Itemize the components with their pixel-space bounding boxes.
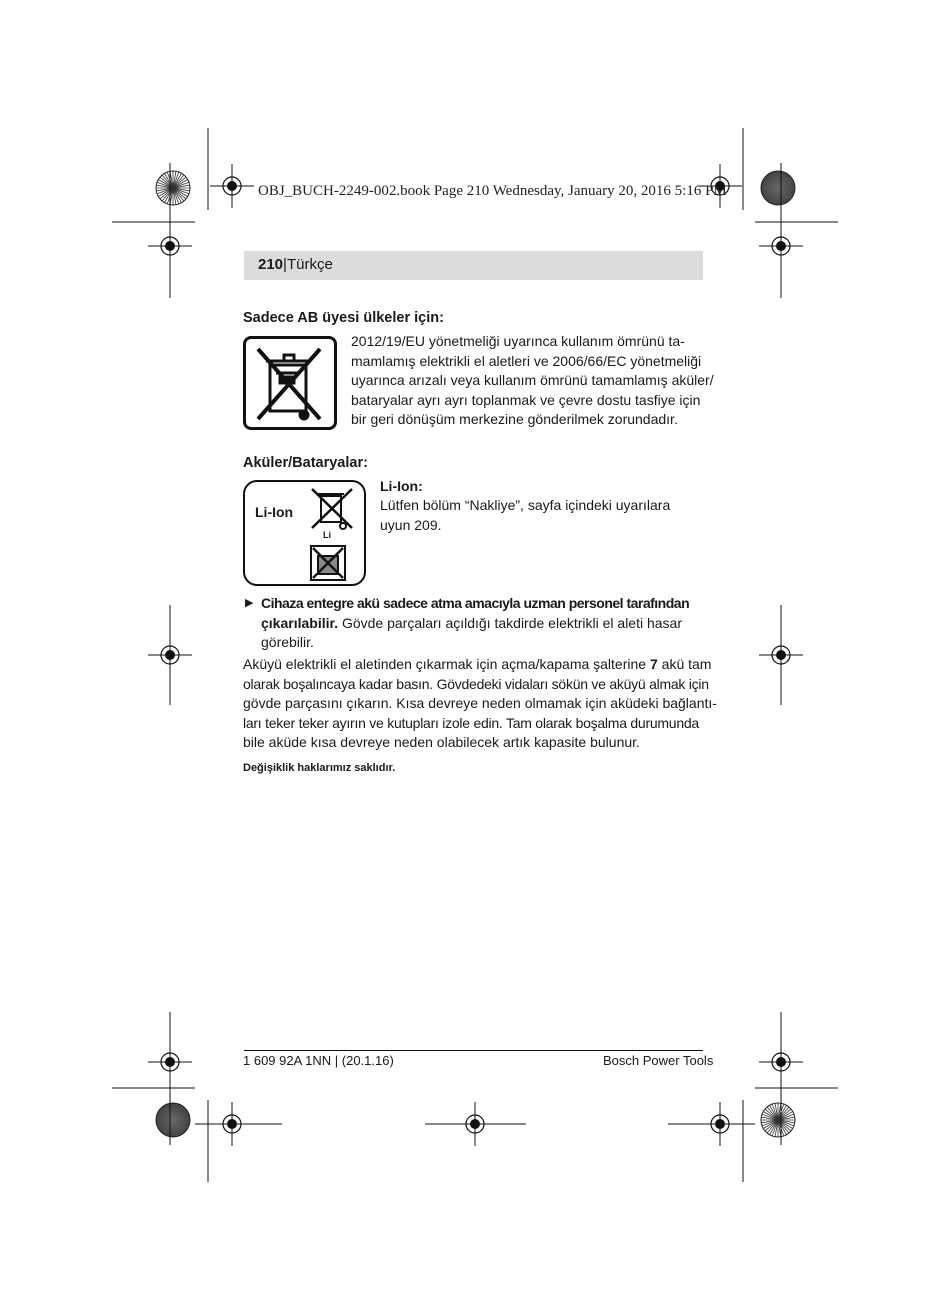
warning-bold-word: çıkarılabilir.: [261, 614, 339, 631]
weee-bin-icon: [243, 336, 337, 430]
header-separator: |: [283, 256, 287, 273]
footer-document-code: 1 609 92A 1NN | (20.1.16): [243, 1053, 394, 1068]
eu-heading: Sadece AB üyesi ülkeler için:: [243, 310, 444, 326]
eu-line: bataryalar ayrı ayrı toplanmak ve çevre dostu tasfiye için: [351, 391, 701, 408]
gray-target-top-right: [761, 171, 795, 205]
li-ion-line: Lütfen bölüm “Nakliye”, sayfa içindeki uyarılara: [380, 497, 671, 513]
eu-paragraph: [351, 332, 714, 430]
print-slug: OBJ_BUCH-2249-002.book Page 210 Wednesday, January 20, 2016 5:16 PM: [258, 183, 727, 199]
li-icon-sublabel: Li: [323, 530, 331, 540]
warning-rest: Gövde parçaları açıldığı takdirde elektrikli el aleti hasar: [338, 614, 683, 631]
eu-line: 2012/19/EU yönetmeliği uyarınca kullanım ömrünü ta-: [351, 333, 685, 349]
li-ion-paragraph: [380, 496, 670, 535]
star-target-top-left: [156, 171, 190, 205]
warning-bold-line: Cihaza entegre akü sadece atma amacıyla uzman personel tarafından: [261, 595, 690, 611]
li-ion-subheading: Li-Ion:: [380, 478, 423, 494]
running-header: [258, 256, 333, 273]
battery-heading: Aküler/Bataryalar:: [243, 455, 368, 471]
removal-text: Aküyü elektrikli el aletinden çıkarmak için açma/kapama şalterine: [243, 656, 650, 672]
removal-paragraph: [243, 655, 717, 753]
eu-line: bir geri dönüşüm merkezine gönderilmek zorundadır.: [351, 411, 678, 427]
removal-line: olarak boşalıncaya kadar basın. Gövdedeki vidaları sökün ve aküyü almak için: [243, 675, 709, 692]
removal-line: ları teker teker ayırın ve kutupları izole edin. Tam olarak boşalma durumunda: [243, 714, 699, 731]
warning-paragraph: [261, 594, 703, 653]
removal-line: gövde parçasını çıkarın. Kısa devreye neden olmamak için aküdeki bağlantı-: [243, 695, 717, 711]
removal-line: bile aküde kısa devreye neden olabilecek artık kapasite bulunur.: [243, 734, 640, 750]
gray-target-bottom-left: [156, 1103, 190, 1137]
footer-rule: [244, 1050, 703, 1051]
page-number: 210: [258, 256, 284, 273]
eu-line: mamlamış elektrikli el aletleri ve 2006/66/EC yönetmeliği: [351, 352, 702, 369]
removal-text: akü tam: [657, 656, 712, 672]
warning-bullet-icon: ▶: [245, 597, 254, 609]
switch-number: 7: [649, 656, 658, 672]
crossed-bin-icon: [307, 484, 357, 534]
footer-brand: Bosch Power Tools: [603, 1053, 714, 1068]
eu-line: uyarınca arızalı veya kullanım ömrünü tamamlamış aküler/: [351, 372, 714, 388]
star-target-bottom-right: [761, 1103, 795, 1137]
li-ion-icon-label: Li-Ion: [255, 504, 294, 520]
li-ion-line: uyun 209.: [380, 516, 442, 533]
crossed-battery-bin-icon: [309, 544, 347, 582]
li-ion-recycling-icon: [243, 480, 366, 586]
header-language: Türkçe: [286, 256, 333, 273]
warning-line: görebilir.: [261, 634, 314, 650]
rights-note: Değişiklik haklarımız saklıdır.: [243, 762, 396, 774]
